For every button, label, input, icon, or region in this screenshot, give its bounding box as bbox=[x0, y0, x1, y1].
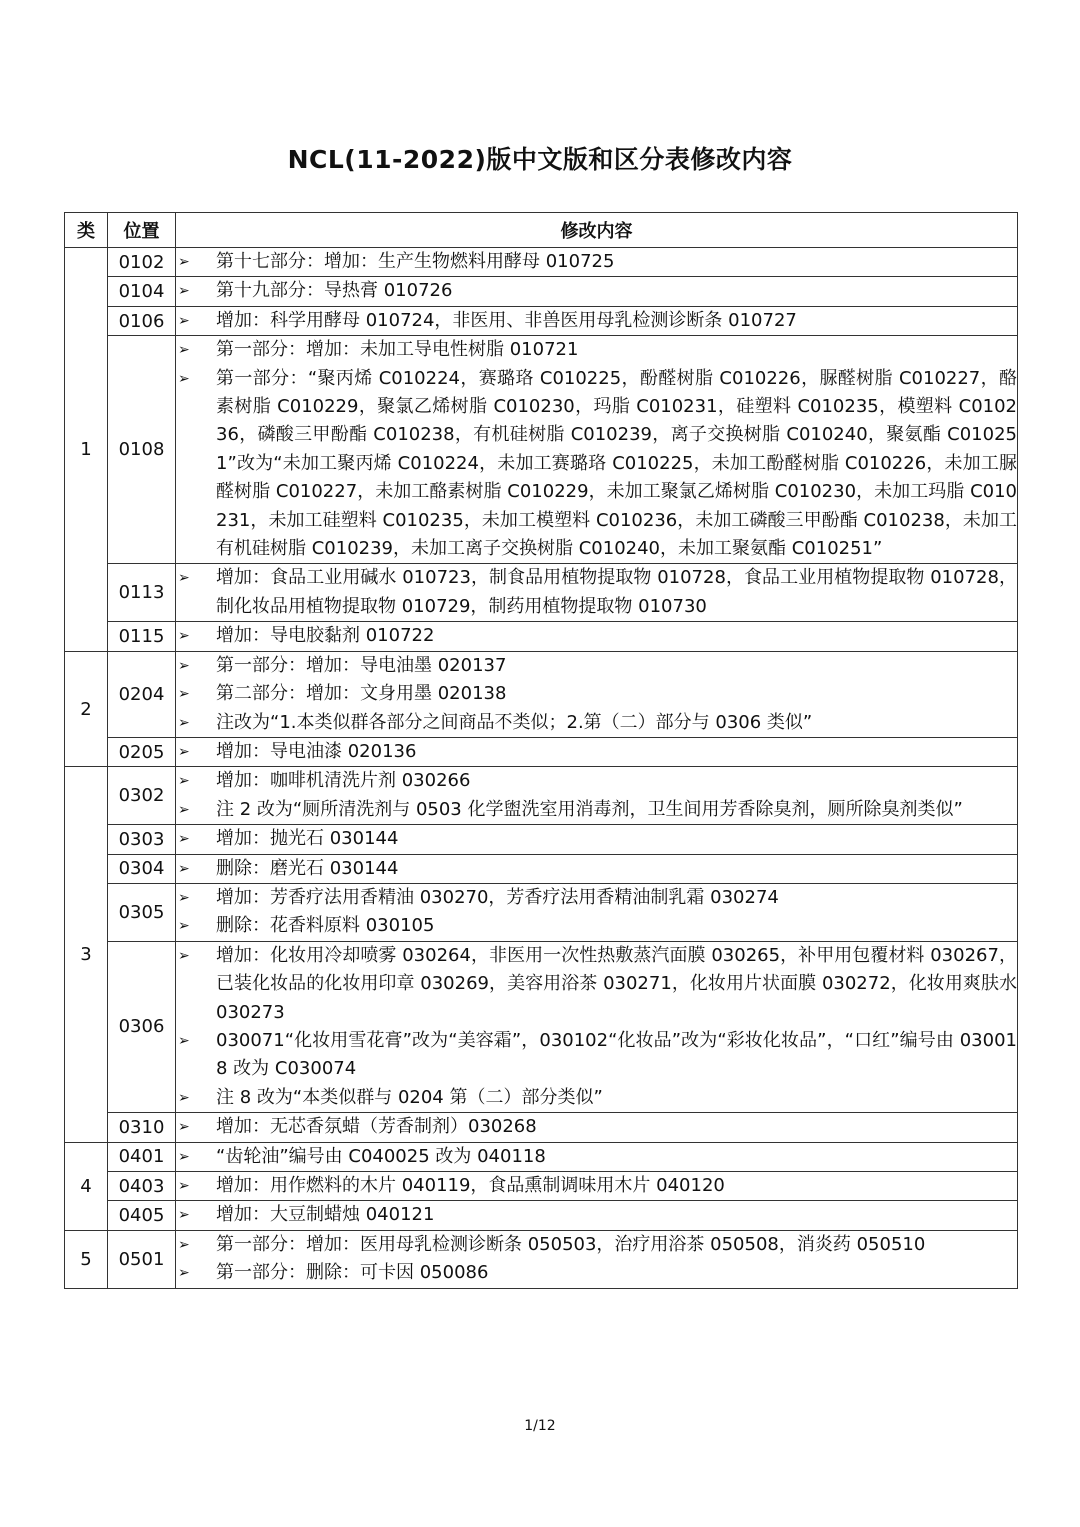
arrow-bullet-icon: ➢ bbox=[178, 918, 190, 935]
item-text: 第一部分：增加：导电油墨 020137 bbox=[216, 654, 507, 676]
table-row bbox=[65, 651, 1018, 737]
header-content: 修改内容 bbox=[176, 213, 1018, 248]
table-row bbox=[65, 564, 1018, 622]
page-title: NCL(11-2022)版中文版和区分表修改内容 bbox=[287, 145, 793, 174]
item-text: 第一部分：“聚丙烯 C010224，赛璐珞 C010225，酚醛树脂 C010226，脲醛树脂 C010227，酪素树脂 C010229，聚氯乙烯树脂 C010230，玛脂 C010231，硅塑料 C010235，模塑料 C010236，磷酸三甲酚酯 C010238，有机硅树脂 C010239，离子交换树脂 C010240，聚氨酯 C010251”改为“未加工聚丙烯 C010224，未加工赛璐珞 C010225，未加工酚醛树脂 C010226，未加工脲醛树脂 C010227，未加工酪素树脂 C010229，未加工聚氯乙烯树脂 C010230，未加工玛脂 C010231，未加工硅塑料 C010235，未加工模塑料 C010236，未加工磷酸三甲酚酯 C010238，未加工有机硅树脂 C010239，未加工离子交换树脂 C010240，未加工聚氨酯 C010251” bbox=[216, 367, 1017, 560]
item-text: 增加：导电胶黏剂 010722 bbox=[216, 625, 435, 647]
list-item bbox=[176, 564, 1017, 621]
list-item bbox=[176, 942, 1017, 1027]
position-code: 0108 bbox=[108, 336, 176, 564]
modification-content bbox=[176, 622, 1018, 651]
list-item bbox=[176, 855, 1017, 883]
arrow-bullet-icon: ➢ bbox=[178, 889, 190, 906]
list-item bbox=[176, 1113, 1017, 1141]
item-text: 增加：用作燃料的木片 040119，食品熏制调味用木片 040120 bbox=[216, 1175, 725, 1196]
table-row bbox=[65, 1230, 1018, 1288]
modification-content bbox=[176, 248, 1018, 277]
list-item bbox=[176, 709, 1017, 737]
arrow-bullet-icon: ➢ bbox=[178, 1178, 190, 1194]
item-text: 第一部分：增加：医用母乳检测诊断条 050503，治疗用浴茶 050508，消炎药 050510 bbox=[216, 1233, 926, 1255]
item-text: 删除：磨光石 030144 bbox=[216, 857, 399, 879]
arrow-bullet-icon: ➢ bbox=[178, 1089, 190, 1106]
arrow-bullet-icon: ➢ bbox=[178, 1148, 190, 1165]
arrow-bullet-icon: ➢ bbox=[178, 801, 190, 818]
item-text: 注 8 改为“本类似群与 0204 第（二）部分类似” bbox=[216, 1086, 603, 1108]
item-text: 第二部分：增加：文身用墨 020138 bbox=[216, 683, 507, 705]
class-number: 4 bbox=[65, 1142, 108, 1230]
list-item bbox=[176, 1201, 1017, 1229]
modification-content bbox=[176, 336, 1018, 564]
position-code: 0106 bbox=[108, 306, 176, 335]
position-code: 0205 bbox=[108, 737, 176, 766]
list-item bbox=[176, 738, 1017, 766]
modification-content bbox=[176, 1142, 1018, 1171]
table-row bbox=[65, 306, 1018, 335]
item-text: 注 2 改为“厕所清洗剂与 0503 化学盥洗室用消毒剂，卫生间用芳香除臭剂，厕所除臭剂类似” bbox=[216, 798, 963, 820]
position-code: 0501 bbox=[108, 1230, 176, 1288]
arrow-bullet-icon: ➢ bbox=[178, 686, 190, 703]
table-row bbox=[65, 767, 1018, 825]
arrow-bullet-icon: ➢ bbox=[178, 312, 190, 329]
arrow-bullet-icon: ➢ bbox=[178, 947, 190, 964]
item-text: “齿轮油”编号由 C040025 改为 040118 bbox=[216, 1145, 546, 1167]
arrow-bullet-icon: ➢ bbox=[178, 1265, 190, 1282]
table-row bbox=[65, 277, 1018, 306]
class-number: 5 bbox=[65, 1230, 108, 1288]
list-item bbox=[176, 825, 1017, 853]
list-item bbox=[176, 680, 1017, 708]
modification-content bbox=[176, 651, 1018, 737]
header-class: 类 bbox=[65, 213, 108, 248]
position-code: 0303 bbox=[108, 825, 176, 854]
position-code: 0405 bbox=[108, 1201, 176, 1230]
position-code: 0102 bbox=[108, 248, 176, 277]
modification-content bbox=[176, 277, 1018, 306]
list-item bbox=[176, 1172, 1017, 1200]
header-position: 位置 bbox=[108, 213, 176, 248]
list-item bbox=[176, 277, 1017, 305]
item-text: 增加：大豆制蜡烛 040121 bbox=[216, 1204, 435, 1226]
item-text: 030071“化妆用雪花膏”改为“美容霜”，030102“化妆品”改为“彩妆化妆品”，“口红”编号由 030018 改为 C030074 bbox=[216, 1029, 1017, 1080]
arrow-bullet-icon: ➢ bbox=[178, 283, 190, 300]
item-text: 增加：科学用酵母 010724，非医用、非兽医用母乳检测诊断条 010727 bbox=[216, 309, 797, 331]
position-code: 0204 bbox=[108, 651, 176, 737]
table-row bbox=[65, 622, 1018, 651]
arrow-bullet-icon: ➢ bbox=[178, 628, 190, 645]
table-row bbox=[65, 737, 1018, 766]
modification-content bbox=[176, 306, 1018, 335]
item-text: 增加：咖啡机清洗片剂 030266 bbox=[216, 770, 471, 792]
list-item bbox=[176, 912, 1017, 940]
arrow-bullet-icon: ➢ bbox=[178, 342, 190, 359]
list-item bbox=[176, 1084, 1017, 1112]
list-item bbox=[176, 1143, 1017, 1171]
list-item bbox=[176, 652, 1017, 680]
modification-content bbox=[176, 767, 1018, 825]
table-row bbox=[65, 825, 1018, 854]
arrow-bullet-icon: ➢ bbox=[178, 860, 190, 877]
modification-table bbox=[64, 212, 1018, 1289]
class-number: 3 bbox=[65, 767, 108, 1142]
position-code: 0113 bbox=[108, 564, 176, 622]
arrow-bullet-icon: ➢ bbox=[178, 254, 190, 270]
modification-content bbox=[176, 1172, 1018, 1201]
arrow-bullet-icon: ➢ bbox=[178, 831, 190, 848]
list-item bbox=[176, 248, 1017, 276]
list-item bbox=[176, 622, 1017, 650]
arrow-bullet-icon: ➢ bbox=[178, 657, 190, 674]
item-text: 增加：化妆用冷却喷雾 030264，非医用一次性热敷蒸汽面膜 030265，补甲用包覆材料 030267，已装化妆品的化妆用印章 030269，美容用浴茶 030271，化妆用片状面膜 030272，化妆用爽肤水 030273 bbox=[216, 944, 1017, 1023]
arrow-bullet-icon: ➢ bbox=[178, 773, 190, 790]
position-code: 0115 bbox=[108, 622, 176, 651]
item-text: 增加：无芯香氛蜡（芳香制剂）030268 bbox=[216, 1116, 537, 1138]
arrow-bullet-icon: ➢ bbox=[178, 570, 190, 587]
position-code: 0403 bbox=[108, 1172, 176, 1201]
arrow-bullet-icon: ➢ bbox=[178, 1032, 190, 1049]
position-code: 0305 bbox=[108, 883, 176, 941]
modification-content bbox=[176, 564, 1018, 622]
table-row bbox=[65, 336, 1018, 564]
item-text: 增加：抛光石 030144 bbox=[216, 828, 399, 850]
list-item bbox=[176, 1259, 1017, 1287]
modification-content bbox=[176, 1113, 1018, 1142]
list-item bbox=[176, 884, 1017, 912]
item-text: 增加：导电油漆 020136 bbox=[216, 740, 417, 762]
position-code: 0306 bbox=[108, 941, 176, 1112]
table-row bbox=[65, 941, 1018, 1112]
table-row bbox=[65, 1142, 1018, 1171]
position-code: 0304 bbox=[108, 854, 176, 883]
table-body bbox=[65, 248, 1018, 1289]
position-code: 0310 bbox=[108, 1113, 176, 1142]
class-number: 1 bbox=[65, 248, 108, 652]
list-item bbox=[176, 336, 1017, 364]
modification-content bbox=[176, 854, 1018, 883]
position-code: 0104 bbox=[108, 277, 176, 306]
modification-content bbox=[176, 1201, 1018, 1230]
item-text: 第十七部分：增加：生产生物燃料用酵母 010725 bbox=[216, 251, 615, 272]
table-row bbox=[65, 854, 1018, 883]
table-row bbox=[65, 883, 1018, 941]
position-code: 0302 bbox=[108, 767, 176, 825]
item-text: 第一部分：增加：未加工导电性树脂 010721 bbox=[216, 339, 579, 361]
modification-content bbox=[176, 737, 1018, 766]
item-text: 第一部分：删除：可卡因 050086 bbox=[216, 1262, 489, 1284]
arrow-bullet-icon: ➢ bbox=[178, 714, 190, 731]
item-text: 增加：芳香疗法用香精油 030270，芳香疗法用香精油制乳霜 030274 bbox=[216, 886, 779, 908]
arrow-bullet-icon: ➢ bbox=[178, 743, 190, 760]
position-code: 0401 bbox=[108, 1142, 176, 1171]
list-item bbox=[176, 796, 1017, 824]
item-text: 注改为“1.本类似群各部分之间商品不类似；2.第（二）部分与 0306 类似” bbox=[216, 711, 813, 733]
modification-content bbox=[176, 883, 1018, 941]
arrow-bullet-icon: ➢ bbox=[178, 370, 190, 387]
table-row bbox=[65, 1201, 1018, 1230]
modification-content bbox=[176, 941, 1018, 1112]
list-item bbox=[176, 1231, 1017, 1259]
item-text: 第十九部分：导热膏 010726 bbox=[216, 280, 453, 302]
list-item bbox=[176, 767, 1017, 795]
item-text: 增加：食品工业用碱水 010723，制食品用植物提取物 010728，食品工业用植物提取物 010728，制化妆品用植物提取物 010729，制药用植物提取物 010730 bbox=[216, 567, 1017, 617]
list-item bbox=[176, 1027, 1017, 1084]
list-item bbox=[176, 307, 1017, 335]
modification-content bbox=[176, 1230, 1018, 1288]
arrow-bullet-icon: ➢ bbox=[178, 1236, 190, 1253]
page-number: 1/12 bbox=[524, 1418, 556, 1434]
table-row bbox=[65, 1113, 1018, 1142]
table-row bbox=[65, 1172, 1018, 1201]
arrow-bullet-icon: ➢ bbox=[178, 1119, 190, 1136]
arrow-bullet-icon: ➢ bbox=[178, 1207, 190, 1224]
modification-content bbox=[176, 825, 1018, 854]
list-item bbox=[176, 365, 1017, 564]
table-row bbox=[65, 248, 1018, 277]
item-text: 删除：花香料原料 030105 bbox=[216, 915, 435, 937]
table-header-row bbox=[65, 213, 1018, 248]
class-number: 2 bbox=[65, 651, 108, 767]
